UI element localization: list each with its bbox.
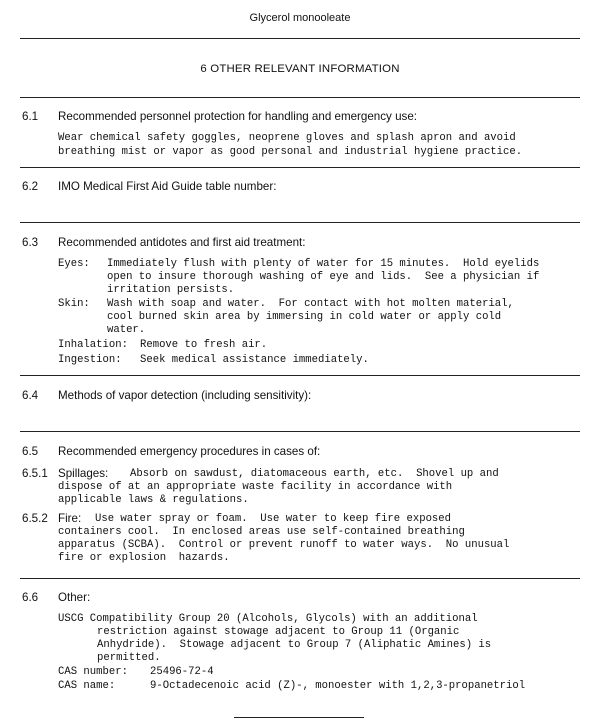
ingestion-text: Seek medical assistance immediately. [140, 354, 369, 366]
spillages-label: Spillages: [58, 467, 109, 480]
fire-line-2: containers cool. In enclosed areas use self-contained breathing [58, 526, 465, 538]
section-6-1-number: 6.1 [22, 110, 39, 123]
rule-6-3 [20, 375, 580, 376]
rule-6-5 [20, 578, 580, 579]
skin-line-3: water. [107, 324, 146, 336]
spillages-line-1: Absorb on sawdust, diatomaceous earth, etc. Shovel up and [130, 468, 499, 480]
rule-6-4 [20, 431, 580, 432]
spillages-line-3: applicable laws & regulations. [58, 494, 249, 506]
inhalation-text: Remove to fresh air. [140, 339, 268, 351]
footer-rule [234, 717, 364, 718]
document-title: Glycerol monooleate [249, 12, 351, 24]
section-rule [20, 97, 580, 98]
uscg-line-4: permitted. [97, 652, 161, 664]
spillages-line-2: dispose of at an appropriate waste facility in accordance with [58, 481, 453, 493]
skin-line-1: Wash with soap and water. For contact with hot molten material, [107, 298, 514, 310]
ingestion-label: Ingestion: [58, 354, 122, 366]
skin-line-2: cool burned skin area by immersing in cold water or apply cold [107, 311, 502, 323]
section-6-5-heading: Recommended emergency procedures in cases of: [58, 445, 321, 458]
section-6-6-number: 6.6 [22, 591, 39, 604]
fire-label: Fire: [58, 512, 82, 525]
section-6-3-heading: Recommended antidotes and first aid treatment: [58, 236, 306, 249]
eyes-label: Eyes: [58, 258, 90, 270]
eyes-line-3: irritation persists. [107, 284, 235, 296]
fire-line-3: apparatus (SCBA). Control or prevent runoff to water ways. No unusual [58, 539, 510, 551]
uscg-line-3: Anhydride). Stowage adjacent to Group 7 (Aliphatic Amines) is [97, 639, 492, 651]
section-6-5-2-number: 6.5.2 [22, 512, 48, 525]
cas-number-value: 25496-72-4 [150, 666, 214, 678]
section-6-5-1-number: 6.5.1 [22, 467, 48, 480]
section-title: 6 OTHER RELEVANT INFORMATION [200, 63, 400, 75]
uscg-line-2: restriction against stowage adjacent to Group 11 (Organic [97, 626, 460, 638]
fire-line-1: Use water spray or foam. Use water to keep fire exposed [95, 513, 452, 525]
fire-line-4: fire or explosion hazards. [58, 552, 230, 564]
skin-label: Skin: [58, 298, 90, 310]
eyes-line-1: Immediately flush with plenty of water for 15 minutes. Hold eyelids [107, 258, 540, 270]
rule-6-1 [20, 167, 580, 168]
section-6-1-heading: Recommended personnel protection for handling and emergency use: [58, 110, 417, 123]
title-rule [20, 38, 580, 39]
cas-name-label: CAS name: [58, 680, 116, 692]
uscg-line-1: USCG Compatibility Group 20 (Alcohols, Glycols) with an additional [58, 613, 478, 625]
section-6-4-heading: Methods of vapor detection (including sensitivity): [58, 389, 312, 402]
cas-name-value: 9-Octadecenoic acid (Z)-, monoester with 1,2,3-propanetriol [150, 680, 526, 692]
section-6-1-line-2: breathing mist or vapor as good personal and industrial hygiene practice. [58, 146, 523, 158]
section-6-5-number: 6.5 [22, 445, 39, 458]
section-6-6-heading: Other: [58, 591, 91, 604]
eyes-line-2: open to insure thorough washing of eye and lids. See a physician if [107, 271, 540, 283]
section-6-4-number: 6.4 [22, 389, 39, 402]
cas-number-label: CAS number: [58, 666, 128, 678]
section-6-1-line-1: Wear chemical safety goggles, neoprene gloves and splash apron and avoid [58, 132, 516, 144]
section-6-3-number: 6.3 [22, 236, 39, 249]
section-6-2-number: 6.2 [22, 180, 39, 193]
rule-6-2 [20, 222, 580, 223]
section-6-2-heading: IMO Medical First Aid Guide table number: [58, 180, 277, 193]
inhalation-label: Inhalation: [58, 339, 128, 351]
